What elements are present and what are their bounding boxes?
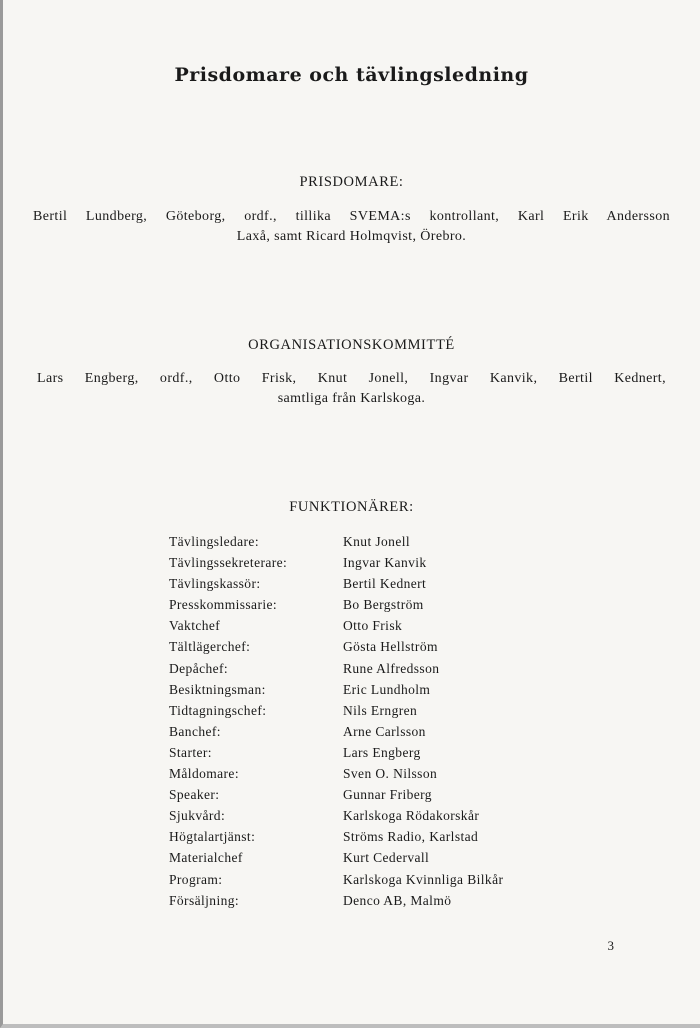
funktionar-row <box>169 826 529 847</box>
funktionar-name: Nils Erngren <box>343 702 418 718</box>
funktionar-row <box>169 573 529 594</box>
funktionar-role: Speaker: <box>169 787 220 803</box>
funktionar-role: Vaktchef <box>169 618 221 634</box>
organisationskommitte-line: Lars Engberg, ordf., Otto Frisk, Knut Jonell, Ingvar Kanvik, Bertil Kednert, <box>37 371 666 386</box>
funktionar-name: Karlskoga Rödakorskår <box>343 808 480 824</box>
funktionar-role: Presskommissarie: <box>169 597 278 613</box>
funktionar-row <box>169 700 529 721</box>
funktionar-row <box>169 531 529 552</box>
funktionar-name: Knut Jonell <box>343 534 411 549</box>
funktionar-role: Måldomare: <box>169 766 239 782</box>
funktionar-name: Ströms Radio, Karlstad <box>343 829 479 845</box>
funktionar-row <box>169 594 529 615</box>
funktionarer-list <box>169 531 529 911</box>
funktionar-role: Materialchef <box>169 850 243 866</box>
organisationskommitte-line: samtliga från Karlskoga. <box>277 391 426 406</box>
funktionar-name: Gösta Hellström <box>343 639 438 655</box>
funktionarer-heading: FUNKTIONÄRER: <box>289 499 414 515</box>
funktionar-name: Sven O. Nilsson <box>343 766 438 782</box>
funktionar-name: Eric Lundholm <box>343 681 431 697</box>
funktionar-role: Program: <box>169 871 223 887</box>
funktionar-row <box>169 869 529 890</box>
funktionar-name: Otto Frisk <box>343 618 403 634</box>
funktionar-role: Besiktningsman: <box>169 681 266 697</box>
page-title: Prisdomare och tävlingsledning <box>174 64 529 86</box>
funktionar-role: Högtalartjänst: <box>169 829 256 845</box>
funktionar-name: Lars Engberg <box>343 744 421 760</box>
funktionar-role: Tävlingsledare: <box>169 534 259 549</box>
prisdomare-line: Laxå, samt Ricard Holmqvist, Örebro. <box>236 229 467 244</box>
funktionar-row <box>169 742 529 763</box>
funktionar-role: Sjukvård: <box>169 808 226 824</box>
funktionar-name: Rune Alfredsson <box>343 660 440 676</box>
funktionar-name: Karlskoga Kvinnliga Bilkår <box>343 871 504 887</box>
prisdomare-line: Bertil Lundberg, Göteborg, ordf., tillika SVEMA:s kontrollant, Karl Erik Andersson <box>33 209 670 224</box>
organisationskommitte-paragraph <box>37 369 666 409</box>
funktionar-row <box>169 890 529 911</box>
organisationskommitte-heading: ORGANISATIONSKOMMITTÉ <box>248 337 455 353</box>
funktionar-row <box>169 784 529 805</box>
funktionar-role: Tidtagningschef: <box>169 702 267 718</box>
funktionar-name: Denco AB, Malmö <box>343 892 452 908</box>
funktionar-row <box>169 721 529 742</box>
funktionar-role: Tävlingssekreterare: <box>169 555 288 571</box>
prisdomare-heading: PRISDOMARE: <box>299 174 404 190</box>
funktionar-role: Försäljning: <box>169 892 240 908</box>
funktionar-row <box>169 636 529 657</box>
funktionar-role: Tältlägerchef: <box>169 639 251 655</box>
funktionar-row <box>169 847 529 868</box>
funktionar-role: Banchef: <box>169 723 221 739</box>
funktionar-name: Kurt Cedervall <box>343 850 430 866</box>
funktionar-role: Starter: <box>169 744 212 760</box>
prisdomare-paragraph <box>33 207 670 247</box>
funktionar-role: Depåchef: <box>169 660 229 676</box>
funktionar-name: Arne Carlsson <box>343 723 426 739</box>
funktionar-row <box>169 552 529 573</box>
funktionar-row <box>169 679 529 700</box>
funktionar-row <box>169 658 529 679</box>
funktionar-name: Bo Bergström <box>343 597 424 613</box>
funktionar-role: Tävlingskassör: <box>169 576 261 592</box>
funktionar-row <box>169 805 529 826</box>
funktionar-row <box>169 763 529 784</box>
page-number: 3 <box>607 938 614 953</box>
funktionar-name: Bertil Kednert <box>343 576 427 592</box>
funktionar-row <box>169 615 529 636</box>
funktionar-name: Gunnar Friberg <box>343 787 432 803</box>
funktionar-name: Ingvar Kanvik <box>343 555 427 571</box>
